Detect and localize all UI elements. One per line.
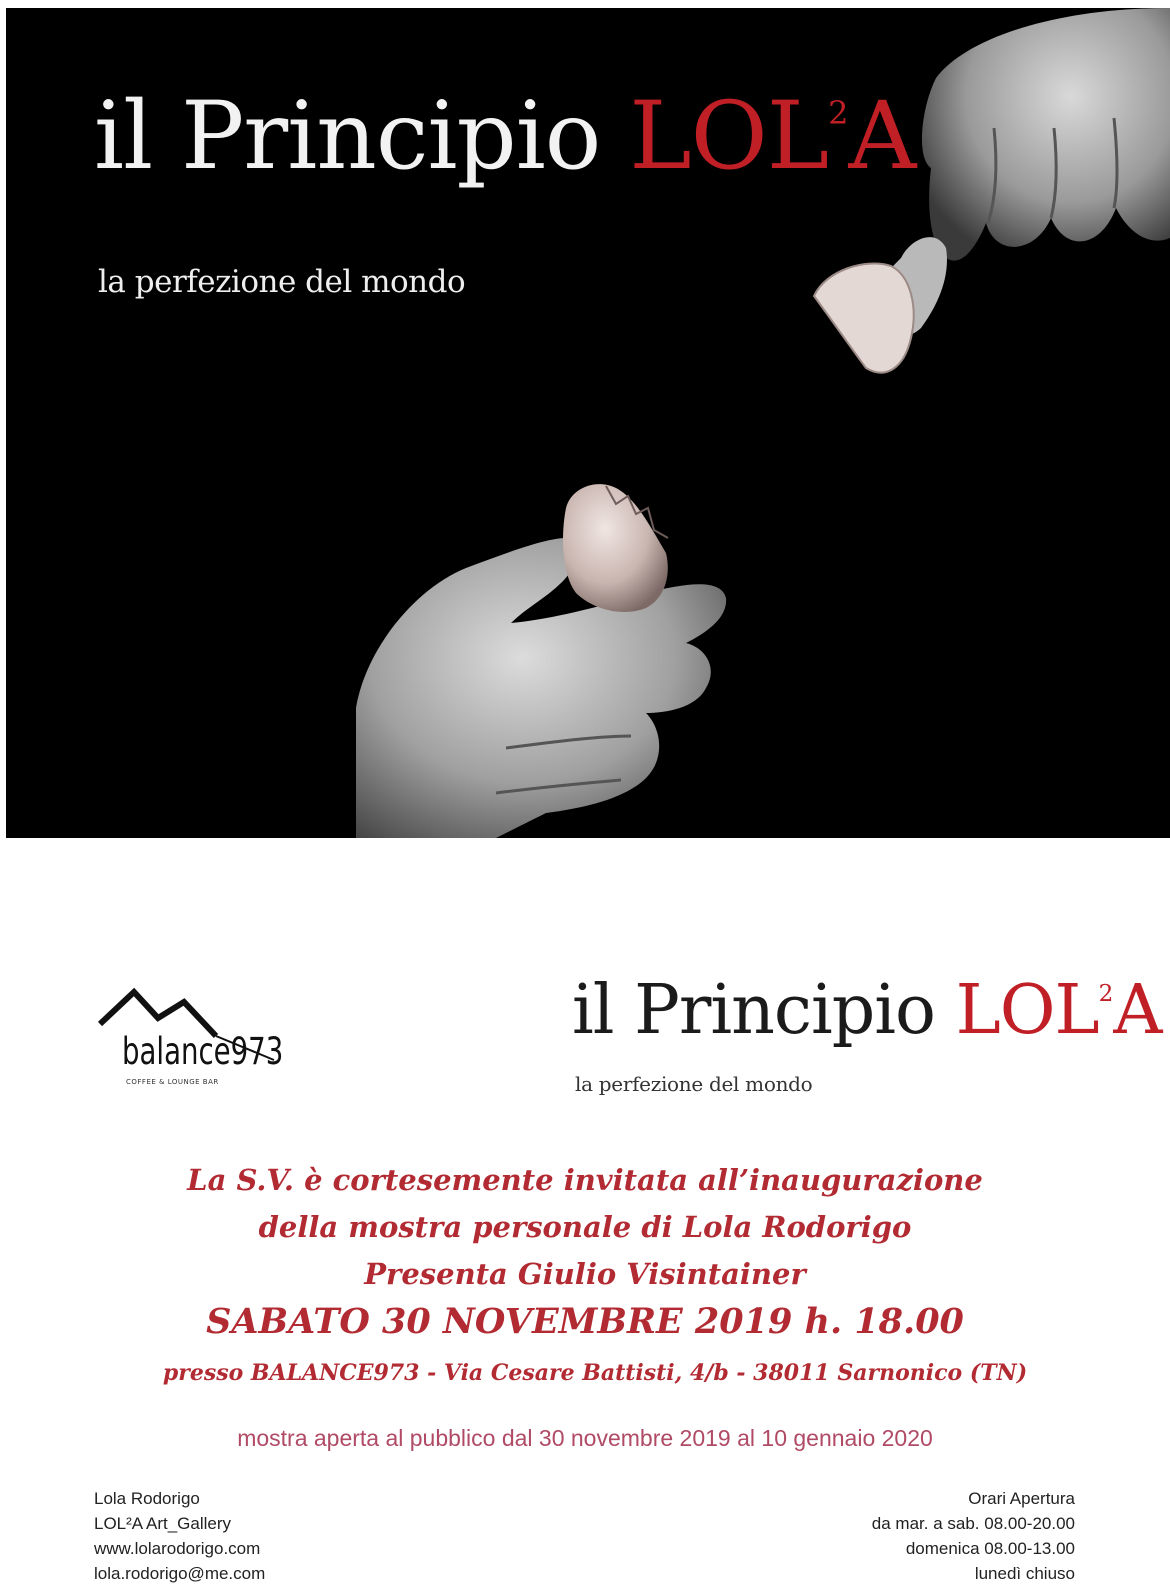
hours-monday: lunedì chiuso <box>974 1564 1075 1583</box>
show-logo-principio: Principio <box>634 971 935 1050</box>
hours-sunday: domenica 08.00-13.00 <box>905 1539 1075 1558</box>
invitation-line-3: Presenta Giulio Visintainer <box>364 1257 806 1291</box>
balance973-logo <box>96 980 286 1100</box>
exhibition-period: mostra aperta al pubblico dal 30 novembre 2019 al 10 gennaio 2020 <box>237 1425 933 1451</box>
event-address: presso BALANCE973 - Via Cesare Battisti, 4/b - 38011 Sarnonico (TN) <box>162 1360 1028 1386</box>
show-logo-title <box>572 971 1162 1050</box>
hero-title-il: il <box>94 82 153 191</box>
show-logo-lol: LOL <box>955 971 1099 1050</box>
invitation-line-2: della mostra personale di Lola Rodorigo <box>258 1210 912 1244</box>
show-logo-subtitle: la perfezione del mondo <box>575 1072 813 1096</box>
show-logo-superscript: 2 <box>1098 980 1114 1007</box>
lower-hand <box>356 484 726 838</box>
event-date: SABATO 30 NOVEMBRE 2019 h. 18.00 <box>206 1301 964 1342</box>
show-logo-il: il <box>572 971 614 1050</box>
hero-title-superscript: 2 <box>828 93 849 132</box>
hero-photo-panel <box>6 8 1170 838</box>
hero-title-principio: Principio <box>181 82 601 191</box>
show-logo-a: A <box>1113 971 1162 1050</box>
contact-name: Lola Rodorigo <box>94 1489 200 1508</box>
contact-block <box>94 1486 265 1586</box>
svg-text:COFFEE & LOUNGE BAR: COFFEE & LOUNGE BAR <box>126 1078 219 1086</box>
opening-hours-block <box>872 1486 1075 1586</box>
hero-title-lol: LOL <box>629 82 829 191</box>
contact-gallery: LOL²A Art_Gallery <box>94 1514 232 1533</box>
hero-subtitle: la perfezione del mondo <box>98 264 466 300</box>
invitation-line-1: La S.V. è cortesemente invitata all’inaugurazione <box>187 1163 983 1197</box>
hero-title <box>94 82 916 191</box>
hours-heading: Orari Apertura <box>968 1489 1075 1508</box>
contact-email[interactable]: lola.rodorigo@me.com <box>94 1564 266 1583</box>
svg-text:balance973: balance973 <box>122 1028 284 1074</box>
contact-website[interactable]: www.lolarodorigo.com <box>94 1539 261 1558</box>
hours-weekdays: da mar. a sab. 08.00-20.00 <box>871 1514 1075 1533</box>
hero-title-a: A <box>848 82 916 191</box>
